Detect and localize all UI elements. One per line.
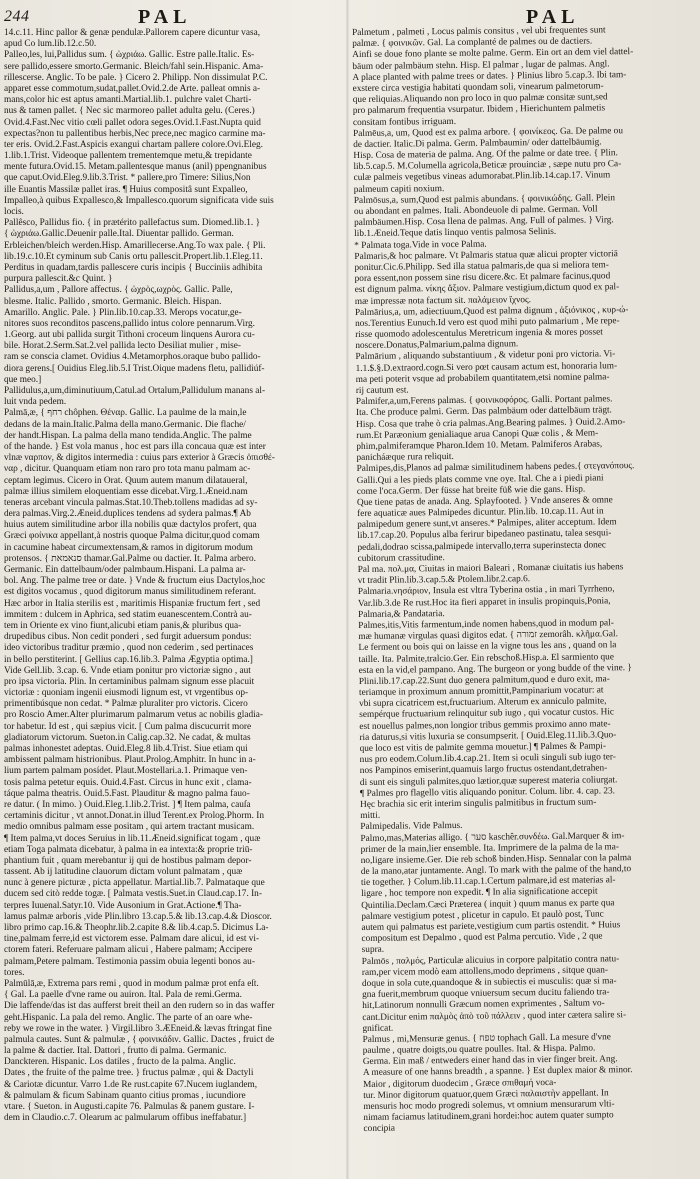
text-line: Dates , the fruite of the palme tree. } fructus palmæ , qui & Dactyli: [4, 1068, 254, 1079]
text-line: Palmēus,a, um, Quod est ex palma arbore. { φοινίκεος. Ga. De palme ou: [353, 125, 624, 139]
text-line: Amarillo. Anglic. Pale. } Plin.lib.10.cap.33. Merops vocatur,ge-: [4, 307, 242, 318]
text-line: Le ferment ou bois qui on laisse en la vigne tous les ans , quand on la: [358, 640, 617, 654]
text-line: ter eris. Ovid.2.Fast.Aspicis exangui chartam pallere colore.Ovi.Eleg.: [4, 139, 263, 150]
text-line: la palme & dactier. Ital. Dattori , frutto di palma. Germanic.: [4, 1046, 227, 1057]
text-line: gnificat.: [362, 1023, 394, 1034]
text-line: reby we rowe in the water. } Virgil.libro 3.ÆEneid.& lævas ftringat fine: [4, 1023, 272, 1034]
text-line: nus pro eodem.Colum.lib.4.cap.21. Item si oculi singuli sub iugo ter-: [359, 752, 616, 766]
text-line: consitam fontibus irriguam.: [352, 116, 457, 128]
text-line: táque palma theatris. Ouid.5.Fast. Plauditur & magno palma fauo-: [4, 788, 250, 799]
text-line: ναρ , dicitur. Quanquam etiam non raro pro tota manu palmam ac-: [4, 464, 251, 475]
text-line: phim,palmiferamque Pharon.Idem 10. Metam. Palmiferos Arabas,: [356, 439, 603, 452]
text-line: tie together. } Colum.lib.11.cap.1.Certum palmare,id est materias al-: [360, 875, 616, 889]
text-line: Maior , digitorum duodecim , Græce σπιθαμή voca-: [363, 1077, 557, 1090]
text-line: drupedibus cibus. Non cedit ponderi , sed furgit aduersum pondus:: [4, 632, 252, 643]
text-line: mensuris hoc modo progredi solemus, vt omnium mensurarum vlti-: [363, 1099, 615, 1112]
text-line: bol. Ang. The palme tree or date. } Vnde & fructum eius Dactylos,hoc: [4, 576, 266, 587]
text-line: concipia: [363, 1123, 396, 1135]
text-line: Var.lib.3.de Re rust.Hoc ita fieri apparet in insulis propinquis,Ponia,: [357, 595, 611, 609]
text-line: di sunt eis singuli palmites,quo lætior,quæ superest materia coliurgat.: [359, 774, 618, 788]
text-line: ram se conscia clamet. Ovidius 4.Metamorphos.oraque bubo pallido-: [4, 352, 261, 363]
text-line: 14.c.11. Hinc pallor & genæ pendulæ.Pallorem capere dicuntur vasa,: [4, 28, 261, 38]
text-line: Græci φοίνικα appellant,à nostris quoque Palma dicitur,quod comam: [4, 531, 260, 542]
text-line: come l'oca.Germ. Der füsse hat breite füß wie die gans. Hisp.: [356, 484, 586, 497]
text-line: palmula cautes. Sunt & palmulæ , { φοινικάδιν. Gallic. Dactes , fruict de: [4, 1034, 275, 1045]
text-line: Germa. Ein maß / entweders einer hand das in vier finger breit. Ang.: [362, 1054, 618, 1068]
text-line: palmam,Petere palmam. Testimonia passim obuia legenti bonos au-: [4, 956, 255, 967]
text-line: risse quomodo adolescentulus Meretricum ingenia & mores posset: [355, 327, 603, 341]
text-line: apparet esse commotum,sudat,pallet.Ovid.2.de Arte. palleat omnis a-: [4, 83, 261, 94]
text-line: Palmetum , palmeti , Locus palmis consitus , vel ubi frequentes sunt: [352, 25, 606, 38]
text-line: 1.Georg. aut ubi pallida surgit Tithoni croceum linquens Aurora cu-: [4, 330, 255, 341]
text-line: Perditus in quadam,tardis pallescere curis incipis { Bucciniis adhibita: [4, 262, 263, 273]
text-line: est dignum palma. νίκης ἄξιον. Palmare vestigium,dictum quod ex pal-: [354, 282, 620, 296]
text-line: rillescerse. Anglic. To be pale. } Cicero 2. Philipp. Non dissimulat P.C.: [4, 72, 268, 83]
text-line: Palmo,mas,Materias alligo. { סער kaschêr.συνδέω. Gal.Marquer & im-: [360, 830, 625, 844]
text-line: lium partem palmam posídet. Plaut.Mostellari.a.1. Primaque ven-: [4, 766, 248, 777]
text-line: doque in sola cute,quandoque & in subiectis ei musculis: quæ si ma-: [361, 976, 617, 989]
text-line: locis.: [4, 207, 24, 217]
text-line: bile. Horat.2.Serm.Sat.2.vel pallida lecto Desiliat mulier , mise-: [4, 341, 242, 352]
text-line: Palmaris,& hoc palmare. Vt Palmaris statua quæ alicui propter victoriā: [354, 248, 618, 262]
text-line: apud Co lum.lib.12.c.50.: [4, 39, 97, 50]
text-line: Palmus , mi,Mensuræ genus. { טפח tophach Gall. La mesure d'vne: [362, 1032, 611, 1045]
text-line: Vide Gell.lib. 3.cap. 6. Vnde etiam ponitur pro victoriæ signo , aut: [4, 665, 251, 676]
text-line: libro primo cap.16.& Theophr.lib.2.capite 8.& lib.4.cap.5. Dicimus La-: [4, 923, 269, 933]
text-line: Palleo,les, lui,Pallidus sum. { ὠχριάω. Gallic. Estre palle.Italic. Es-: [4, 50, 255, 61]
text-line: Palmipedalis. Vide Palmus.: [360, 821, 463, 833]
text-line: Erbleichen/bleich werden.Hisp. Amarillecerse.Ang.To wax pale. { Pli.: [4, 240, 266, 251]
text-line: mæ humanæ virgulas quasi digitos edat. { זמורה zemorâh. κλῆμα.Gal.: [358, 629, 618, 643]
text-line: palmæ. { φοινικῶν. Gal. La complanté de palmes ou de dactiers.: [352, 36, 593, 50]
text-line: blesme. Italic. Pallido , smorto. Germanic. Bleich. Hispan.: [4, 296, 222, 307]
text-line: ambissent palmam histrionibus. Plaut.Prolog.Amphitr. In hunc in a-: [4, 755, 256, 766]
text-line: nos.Terentius Eunuch.Id vero est quod mihi puto palmarium , Me repe-: [355, 316, 620, 329]
text-line: certaminis dicitur , vt annot.Donat.in illud Terent.ex Prolog.Phorm. In: [4, 811, 264, 822]
text-line: nus & tamen pallet. { Nec sic marmoreo pallet adulta gelu. (Ceres.): [4, 106, 255, 117]
text-line: Hęc brachia sic erit interim singulis palmitibus in fructum sum-: [360, 797, 597, 810]
text-line: ¶ Item palma,vt doces Seruius in lib.11.Æneid.significat togam , quæ: [4, 833, 261, 844]
text-line: Palmā,æ, { רחף chôphen. Θέναρ. Gallic. La paulme de la main,le: [4, 408, 247, 419]
text-line: paulme , quatre doigts,ou quatre poulles. Ital. & Hispa. Palmo.: [362, 1043, 596, 1057]
text-line: vtare. { Sueton. in Augusti.capite 76. Palmulas & panem gustare. I-: [4, 1102, 255, 1112]
text-line: ligare , hoc tempore non expedit. ¶ In alia significatione accepit: [361, 886, 598, 900]
text-line: sempérque fructuarium relinquitur sub iugo , qui vocatur custos. Hic: [359, 707, 615, 721]
text-line: Hisp. Cosa que trahe ò cria palmas.Ang.Bearing palmes. } Ouid.2.Amo-: [356, 416, 626, 430]
text-line: Hæc arbor in Italia sterilis est , maritimis Hispaniæ fructum fert , sed: [4, 598, 261, 609]
text-line: Palmes,itis,Vitis farmentum,inde nomen habens,quod in modum pal-: [358, 618, 614, 631]
text-line: culæ palmeis vegetibus vineas adumorabat.Plin.lib.14.cap.17. Vinum: [353, 170, 611, 184]
text-line: ctorem fateri. Referuare palmam alicui , Habere palmam; Accipere: [4, 945, 253, 956]
running-head-right: PAL: [526, 6, 580, 28]
text-line: compositum est Depalmo , quod est Palma percutio. Vide , 2 que: [361, 931, 603, 945]
text-line: dera palmas.Virg.2.Æneid.duplices tendens ad sydera palmas.¶ Ab: [4, 509, 251, 520]
text-line: protensos. { סנאמאת thamar.Gal.Palme ou dactier. It. Palma arbero.: [4, 553, 256, 564]
text-line: panicháæque rura reliquit.: [356, 452, 454, 464]
text-line: Germanic. Ein dattelbaum/oder palmbaum.Hispani. La palma ar-: [4, 565, 246, 575]
text-line: palmare vestigium potest , plicetur in capulo. Et paulò post, Tunc: [361, 909, 604, 922]
text-line: Palmifer,a,um,Ferens palmas. { φοινικοφόρος. Galli. Portant palmes.: [355, 394, 613, 408]
text-line: in cacumine habeat circumextensam,& ramos in digitorum modum: [4, 542, 253, 553]
text-line: Quintilia.Declam.Cæci Præterea ( inquit ) quum manus ex parte qua: [361, 897, 615, 911]
column-gutter: [346, 0, 349, 1179]
text-line: mans,color hic est aptus amanti.Martial.lib.1. pulchre valet Charti-: [4, 95, 252, 106]
text-line: lamus palmæ arboris ,vide Plin.libro 13.cap.5.& lib.13.cap.4.& Dioscor.: [4, 911, 272, 922]
text-line: noscere.Donatus,Palmarium,palma dignum.: [355, 339, 519, 352]
text-line: tur. Minor digitorum quatuor,quem Græci παλαιστὴν appellant. In: [363, 1088, 609, 1101]
text-line: immitem : dulcem in Aphrica, sed statim euanescentem.Contrà au-: [4, 609, 252, 620]
text-line: Palmōsus,a, sum,Quod est palmis abundans. { φοινικώδης. Gall. Plein: [353, 193, 616, 206]
text-line: Palmārius,a, um, adiectiuum,Quod est palma dignum , ἀξιόνικος , κυρ-ώ-: [354, 304, 629, 318]
text-line: Impalleo,à quibus Expallesco,& Impallesco.quorum significata vide suis: [4, 195, 274, 206]
running-head-left: PAL: [138, 6, 192, 28]
text-line: que reliquias.Aliquando non pro loco in quo palmæ consitæ sunt,sed: [352, 92, 608, 106]
text-line: exstere circa vestigia habitati quondam soli, vinearum palmetorum-: [352, 81, 604, 94]
text-line: tor habetur. Id est , qui sæpius vicit. [ Cum palma discucurrit more: [4, 721, 252, 732]
text-line: nimam faciamus latitudinem,grani hordei:hoc autem quater sumpto: [363, 1110, 614, 1124]
text-line: pedali,dodrao scissa,palmipede intervallo,terra superinstecta donec: [357, 539, 607, 553]
text-line: de la mano,atar juntamente. Angl. To mark with the palme of the hand,to: [360, 864, 632, 878]
text-line: * Palmata toga.Vide in voce Palma.: [354, 239, 487, 251]
text-line: est nouellus palmes,non longior tribus gemmis proximo anno mate-: [359, 718, 611, 732]
text-line: victoriæ : quoniam ingenii eiusmodi lignum est, vt vrgentibus op-: [4, 688, 249, 699]
text-line: pro Roscio Amer.Alter plurimarum palmarum vetus ac nobilis gladia-: [4, 710, 263, 721]
text-line: nos Pampinos emiserint,quamuis largo fructus ostendant,detrahen-: [359, 763, 608, 777]
text-line: lib.19.c.10.Et cyminum sub Canis ortu pallescit.Propert.lib.1.Eleg.11.: [4, 251, 263, 262]
text-line: ma peti poterit vsque ad probabilem quantitatem,etsi nomine palma-: [355, 372, 610, 385]
text-line: cubitorum crassitudine.: [357, 552, 445, 564]
text-line: nitores suos reconditos pascens,pallido intus colore pennarum.Virg.: [4, 318, 256, 329]
text-line: { Gal. La paelle d'vne rame ou auiron. Ital. Pala de remi.Germa.: [4, 990, 242, 1001]
text-line: Que tiene patas de anada. Ang. Splayfooted. } Vnde anseres & omne: [356, 495, 613, 508]
text-line: ¶ Palmes pro flagello vitis aliquando ponitur. Colum. libr. 4. cap. 23.: [359, 786, 616, 799]
text-line: palmeum capiti noxium.: [353, 183, 445, 195]
text-line: gna fuerit,membrum quoque vniuersum secum ducitu faliendo tra-: [362, 987, 610, 1001]
text-line: Danckteren. Hispanic. Los datiles , fructo de la palma. Anglic.: [4, 1057, 236, 1068]
text-line: de dactier. Italic.Di palma. Germ. Palmbaumin/ oder dattelbäumig.: [353, 137, 602, 150]
text-line: pro palmarum frequentia vsurpatur. Ibidem , Hierichuntem palmetis: [352, 103, 606, 117]
text-line: huius autem similitudine arbor illa nobilis quæ dactylos profert, qua: [4, 520, 257, 531]
text-line: diora gerens.[ Ouidius Eleg.lib.5.I Trist.Oique madens fletu, pallidiúf-: [4, 363, 265, 374]
text-line: taille. Ita. Palmite,tralcio.Ger. Ein rebschoß.Hisp.a. El sarmiento que: [358, 651, 614, 665]
text-line: teriamque in proximum annum promittit,Pampinarium vocatur: at: [358, 685, 604, 699]
text-line: fere aquaticæ aues Palmipedes dicuntur. Plin.lib. 10.cap.11. Aut in: [357, 506, 604, 520]
text-line: pora essent,non possem sine risu dicere.&c. Et palmare facinus,quod: [354, 271, 611, 285]
text-line: que meo.]: [4, 374, 42, 385]
text-line: Palmōs , παλμός, Particulæ alicuius in corpore palpitatio contra natu-: [361, 953, 620, 967]
text-line: que loco est vitis de palmite gemma mouetur.] ¶ Palmes & Pampi-: [359, 741, 606, 754]
text-line: ducem sed citò redde togæ. [ Palmata vestis.Suet.in Claud.cap.17. In-: [4, 889, 262, 900]
text-line: Ovid.4.Fast.Nec vitio cœli pallet odora seges.Ovid.1.Fast.Nupta quid: [4, 117, 261, 128]
text-line: 1.lib.1.Trist. Videoque pallentem trementemque metu,& trepidante: [4, 151, 252, 162]
text-line: terpres Iuuenal.Satyr.10. Vide Ausonium in Grat.Actione.¶ Tha-: [4, 900, 242, 911]
text-line: medio omnibus palmam esse positam , qui artem tractant musicam.: [4, 822, 255, 833]
text-line: Palmaria,& Pandataria.: [358, 608, 445, 620]
left-text-column: [4, 28, 342, 1174]
text-line: Palmārium , aliquando substantiuum , & videtur poni pro victoria. Vi-: [355, 349, 616, 363]
text-line: re datur. ( In mimo. ) Ouid.Eleg.1.lib.2.Trist. ] ¶ Item palma, cauſa: [4, 799, 251, 810]
text-line: ria daturus,si vitis luxuria se consumpserit. [ Ouid.Eleg.11.lib.3.Quo-: [359, 730, 617, 743]
text-line: que caput.Ovid.Eleg.9.lib.3.Trist. * pallere,pro Timere: Silius,Non: [4, 173, 251, 184]
text-line: of the hande. } Est vola manus , hoc est pars illa concaua quæ est inter: [4, 441, 266, 452]
text-line: ideo victoribus traditur præmio , quod non cederim , sed pertinaces: [4, 643, 254, 654]
text-line: Ita. Che produce palmi. Germ. Das palmbäum oder dattelbäum trägt.: [355, 405, 612, 419]
text-line: rum.Et Paræonium genialiaque arua Canopi Quæ colis , & Mem-: [356, 428, 599, 441]
text-line: Pallidus,a,um , Pallore affectus. { ὠχρὸς,ωχρὸς. Gallic. Palle,: [4, 285, 233, 296]
text-line: & Cariotæ dicuntur. Varro 1.de Re rust.capite 67.Nucem iuglandem,: [4, 1079, 258, 1090]
text-line: palmas inhonestet adeptas. Ouid.Eleg.8 lib.4.Trist. Siue etiam qui: [4, 744, 248, 754]
text-line: A place planted with palme trees or dates. } Plinius libro 5.cap.3. Ibi tam-: [352, 69, 627, 83]
text-line: A measure of one hanns breadth , a spanne. } Est duplex maior & minor.: [362, 1065, 633, 1079]
page-number: 244: [4, 8, 30, 25]
text-line: pro ipsa victoria. Plin. In certaminibus palmam signum esse placuit: [4, 676, 255, 687]
text-line: ponitur.Cic.6.Philipp. Sed illa statua palmaris,de qua si meliora tem-: [354, 260, 609, 273]
text-line: luit vnda pedem.: [4, 397, 67, 408]
text-line: purpura pallescit.&c Quint. }: [4, 274, 113, 285]
text-line: gladiatorum victorum. Sueton.in Calig.cap.32. Ne cadat, & multas: [4, 732, 251, 743]
text-line: vlnæ ναρπον, & digitos intermedia : cuius pars exterior à Græcis ὀπισθέ-: [4, 453, 275, 464]
text-line: tassent. Ab ij latitudine clauorum dictam volunt palmatam , quæ: [4, 867, 243, 878]
text-line: lib.17.cap.20. Populus alba ferirur bipedaneo pastinatu, talea sesqui-: [357, 528, 612, 542]
text-line: palmæ illius similem eloquentiam esse dicebat.Virg.1.Æneid.nam: [4, 486, 248, 497]
text-line: Hisp. Cosa de materia de palma. Ang. Of the palme or date tree. { Plin.: [353, 148, 618, 162]
text-line: der handt.Hispan. La palma della mano tendida.Anglic. The palme: [4, 430, 252, 441]
text-line: hit,Latinorum nonnulli Græcum nomen exprimentes , Saltum vo-: [362, 998, 605, 1012]
text-line: Palmūlā,æ, Extrema pars remi , quod in modum palmæ prot enfa eſt.: [4, 978, 259, 989]
text-line: tosis palma petetur equis. Ouid.4.Fast. Circus in hunc exit , clama-: [4, 777, 252, 788]
text-line: primentibúsque non cedat. * Palmæ pluraliter pro victoris. Cicero: [4, 699, 248, 710]
text-line: palmipedum genere sunt,vt anseres.* Palmipes, aliter acceptum. Idem: [357, 517, 617, 531]
text-line: vt tradit Plin.lib.3.cap.5.& Ptolem.libr.2.cap.6.: [357, 574, 531, 587]
text-line: { ὠχριάω.Gallic.Deuenir palle.Ital. Diuentar pallido. German.: [4, 229, 234, 240]
text-line: lib.5.cap.5. M.Columella agricola,Beticæ prouinciæ , sæpe nutu pro Ca-: [353, 159, 622, 173]
text-line: etiam Toga palmata dicebatur, à palma in ea intexta:& proprie triū-: [4, 844, 253, 855]
text-line: lib.1.Æneid.Teque datis linquo ventis palmosa Selinis.: [354, 227, 557, 240]
text-line: ceptam legimus. Cicero in Orat. Quum autem manum dilataueral,: [4, 475, 248, 486]
text-line: in bello perstiterint. [ Gellius cap.16.lib.3. Palma Ægyptia optima.]: [4, 654, 253, 665]
text-line: Pallêsco, Pallidus fio. { in prætérito pallefactus sum. Diomed.lib.1. }: [4, 218, 261, 229]
text-line: cant.Dicitur enim παλμὸς ἀπὸ τοῦ πάλλειν , quod inter cætera salire si-: [362, 1009, 627, 1023]
text-line: esta en la vid,el pampano. Ang. The burgeon or yong budde of the vine. }: [358, 662, 632, 676]
text-line: ram,per vicem modò eam attollens,modo deprimens , sitque quan-: [361, 965, 608, 978]
text-line: & palmulam & ficum Sabinam quanto citius promas , iucundiore: [4, 1090, 246, 1101]
text-line: Palmipes,dis,Planos ad palmæ similitudinem habens pedes.{ στεγανόπους.: [356, 461, 635, 475]
text-line: Die laffende/das ist das aufferst breit theil an den rudern so in das waffer: [4, 1001, 275, 1012]
text-line: dedans de la main.Italic.Palma della mano.Germanic. Die flache/: [4, 419, 246, 430]
text-line: ou abondant en palmes. Itali. Abondeuole di palme. German. Voll: [353, 204, 598, 217]
text-line: tem in Oriente ex vino fiunt,alicubi etiam panis,& pluribus qua-: [4, 620, 242, 631]
text-line: mæ impressæ nota factum sit. παλάμειον ἴχνος.: [354, 294, 532, 307]
right-text-column: [352, 24, 700, 1174]
text-line: dem in Claudio.c.7. Olearum ac palmularum offibus ineffabatur.]: [4, 1113, 247, 1124]
text-line: mitti.: [360, 810, 381, 822]
text-line: Pallidulus,a,um,diminutiuum,Catul.ad Ortalum,Pallidulum manans al-: [4, 386, 266, 396]
text-line: sere pallido,essere smorto.Germanic. Bleich/fahl sein.Hispanic. Ama-: [4, 61, 264, 72]
text-line: tine,palmam ferre,id est victorem esse. Palmam dare alicui, id est vi-: [4, 934, 260, 945]
text-line: Ainfi se doue fono plante se molte palme. Germ. Ein ort an dem viel dattel-: [352, 47, 634, 61]
text-line: primer de la main,lier ensemble. Ita. Imprimere de la palma de la ma-: [360, 841, 620, 855]
text-line: Galli.Qui a les pieds plats comme vne oye. Ital. Che a i piedi piani: [356, 472, 604, 486]
text-line: bäum oder palmbäum stehn. Hisp. El palmar , lugar de palmas. Angl.: [352, 58, 610, 72]
text-line: tores.: [4, 967, 25, 978]
text-line: Pal ma. πολ.μα, Ciuitas in maiori Baleari , Romanæ ciuitatis ius habens: [357, 562, 624, 575]
text-line: geht.Hispanic. La pala del remo. Anglic. The parte of an oare whe-: [4, 1012, 253, 1023]
text-line: autem qui palmatus est pariete,vestigium cum partis ostendit. * Huius: [361, 920, 621, 933]
text-line: vbi supra cicatricem est,fructuarium. Alterum ex anniculo palmite,: [359, 696, 607, 710]
text-line: phantium fuit , quam merebantur ij qui de hostibus palmam depor-: [4, 855, 252, 866]
text-line: 1.1.$.§.D.extraord.cogn.Si vero pœt causam actum est, honoraria lum-: [355, 360, 618, 374]
text-line: palmbäumen.Hisp. Cosa llena de palmas. Ang. Full of palmes. } Virg.: [353, 215, 614, 229]
text-line: ille Euantis Massilæ pallet iras. ¶ Huius compositâ sunt Expalleo,: [4, 184, 248, 195]
text-line: mente futura.Ovid.15. Metam.pallentesque manus (anil) ppengnanibus: [4, 162, 267, 173]
text-line: expectas?non tu pallentibus herbis,Nec prece,nec magico carmine ma-: [4, 128, 266, 139]
text-line: no,ligare insieme.Ger. Die reb schoß binden.Hisp. Sennalar con la palma: [360, 852, 632, 866]
text-line: supra.: [361, 945, 385, 956]
text-line: nunc à genere picturæ , picta appellatur. Martial.lib.7. Palmataque que: [4, 878, 265, 889]
text-line: est digitos vocamus , quod digitorum manus similitudinem referant.: [4, 587, 257, 598]
text-line: Palmaria.νησάριον, Insula est vltra Tyberina ostia , in mari Tyrrheno,: [357, 584, 615, 598]
text-line: teneras arcebant vincula palmas.Stat.10.Theb.tollens madidas ad sy-: [4, 497, 258, 508]
text-line: Plini.lib.17.cap.22.Sunt duo genera palmitum,quod e duro exit, ma-: [358, 674, 610, 687]
text-line: rij cautum est.: [355, 385, 409, 396]
